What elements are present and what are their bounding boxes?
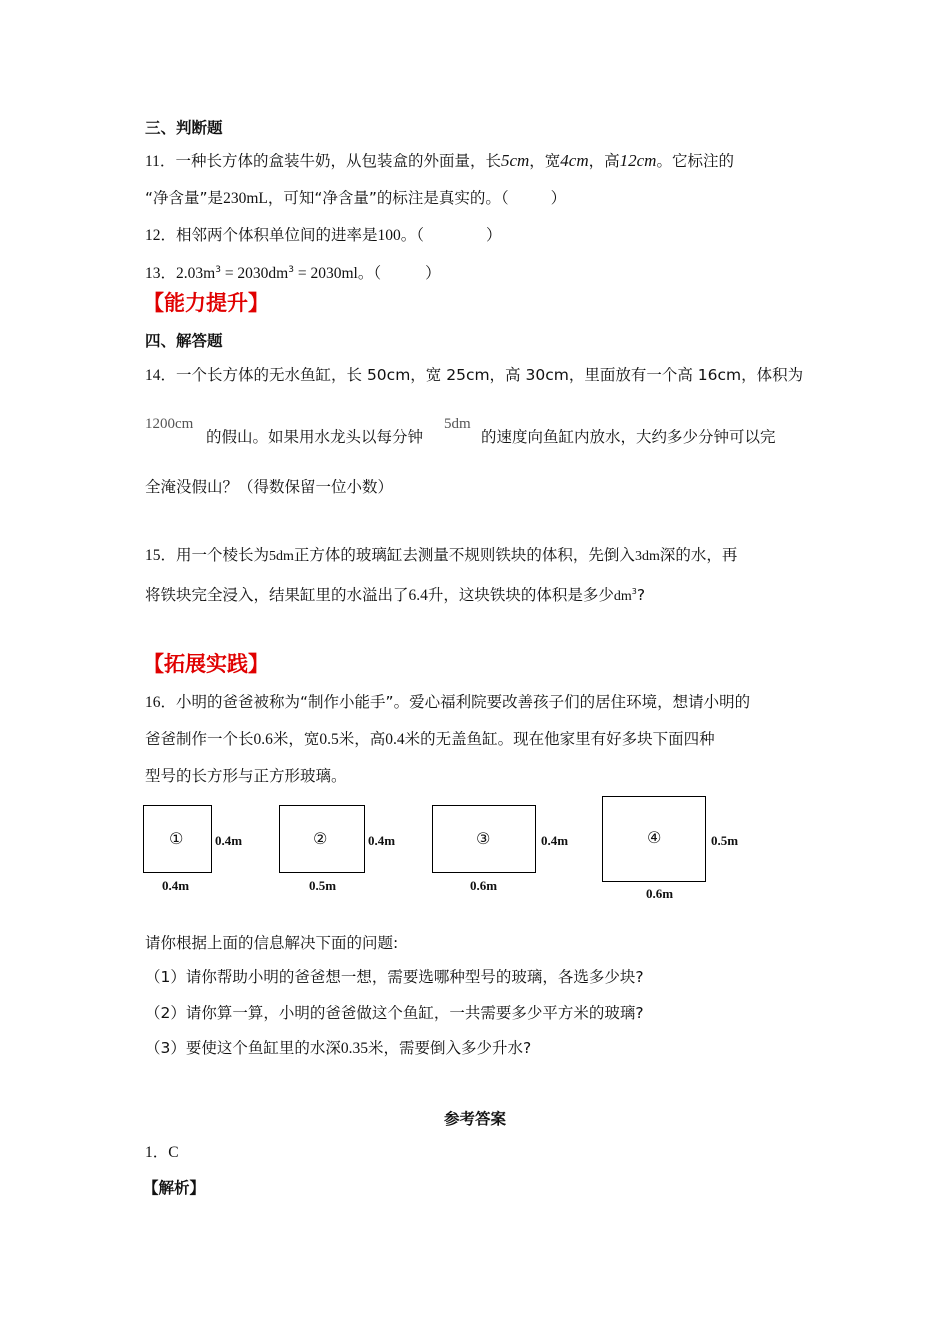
question-16-prompt: 请你根据上面的信息解决下面的问题: <box>145 934 399 952</box>
text: ? <box>636 586 646 605</box>
text: ，可知“净含量”的标注是真实的。（ <box>267 189 509 207</box>
question-15-line2: 将铁块完全浸入，结果缸里的水溢出了6.4升，这块铁块的体积是多少$dm^3$? <box>145 586 646 605</box>
text: 米的无盖鱼缸。现在他家里有好多块下面四种 <box>404 730 715 748</box>
question-11-line2 <box>145 188 566 209</box>
glass-1-bottom: 0.4m <box>162 878 190 893</box>
text: ，高 <box>588 152 620 170</box>
overflow-value: 6.4 <box>408 587 428 605</box>
expression: 2.03m <box>176 265 216 283</box>
text: ，宽 <box>529 152 561 170</box>
text: 深的水，再 <box>659 546 738 564</box>
heading-ability: 【能力提升】 <box>143 291 269 315</box>
question-11-line1 <box>145 151 734 172</box>
text: 一种长方体的盒装牛奶，从包装盒的外面量，长 <box>175 152 501 170</box>
question-14-line3: 全淹没假山？（得数保留一位小数） <box>145 478 394 496</box>
length-value: 0.6 <box>253 731 273 748</box>
text: 米，宽 <box>272 730 320 748</box>
question-15-line1 <box>145 545 737 567</box>
superscript: 3 <box>215 265 221 275</box>
glass-mark: ① <box>169 829 184 848</box>
glass-2-side: 0.4m <box>368 833 396 848</box>
text: 。（ <box>357 264 382 283</box>
question-16-line2 <box>145 729 715 750</box>
question-16-line3: 型号的长方形与正方形玻璃。 <box>145 767 347 785</box>
height-value: 12cm <box>619 151 657 170</box>
text: 小明的爸爸被称为“制作小能手”。爱心福利院要改善孩子们的居住环境，想请小明的 <box>176 693 751 711</box>
length-value: 5cm <box>500 151 530 170</box>
text: 正方体的玻璃缸去测量不规则铁块的体积，先倒入 <box>293 546 635 564</box>
rate-raised: 5dm <box>444 416 471 432</box>
question-16-sub3 <box>145 1038 531 1059</box>
text: 将铁块完全浸入，结果缸里的水溢出了 <box>145 586 409 605</box>
text: ） <box>425 264 441 283</box>
glass-2-bottom: 0.5m <box>309 878 337 893</box>
section-title-judgement: 三、判断题 <box>145 119 223 137</box>
question-13 <box>145 260 441 284</box>
expression: = 2030ml <box>293 265 358 283</box>
question-16-sub1: （1）请你帮助小明的爸爸想一想，需要选哪种型号的玻璃，各选多少块? <box>145 968 644 986</box>
text: 相邻两个体积单位间的进率是 <box>176 226 378 244</box>
width-value: 0.5 <box>319 731 339 748</box>
question-number: 15． <box>145 547 177 564</box>
glass-4-side: 0.5m <box>711 833 739 848</box>
text: 米，高 <box>338 730 386 748</box>
question-number: 14． <box>145 367 177 384</box>
glass-type-2 <box>279 805 365 873</box>
question-14-line2b: 的速度向鱼缸内放水，大约多少分钟可以完 <box>481 428 776 446</box>
text: 。（ <box>400 226 425 244</box>
volume-raised: 1200cm <box>145 416 194 432</box>
text: ） <box>550 189 567 207</box>
text: 升，这块铁块的体积是多少 <box>427 586 614 605</box>
question-16-sub2: （2）请你算一算，小明的爸爸做这个鱼缸，一共需要多少平方米的玻璃? <box>145 1004 644 1022</box>
glass-mark: ② <box>313 829 328 848</box>
glass-mark: ④ <box>647 828 662 847</box>
volume-value: 230mL <box>223 190 268 207</box>
width-value: 4cm <box>560 151 589 170</box>
text: 。它标注的 <box>656 152 734 170</box>
rate-value: 100 <box>377 227 401 244</box>
glass-1-side: 0.4m <box>215 833 243 848</box>
answer-1: 1．C <box>145 1144 179 1161</box>
question-number: 11． <box>145 153 176 170</box>
section-title-solve: 四、解答题 <box>145 332 223 350</box>
text: “净含量”是 <box>145 189 224 207</box>
depth-value: 0.35 <box>340 1040 368 1057</box>
glass-type-3 <box>432 805 536 873</box>
glass-type-1 <box>143 805 212 873</box>
text: 一个长方体的无水鱼缸，长 50cm，宽 25cm，高 30cm，里面放有一个高 16cm，体积为 <box>176 366 804 384</box>
question-14-line1 <box>145 365 803 386</box>
text: ） <box>486 226 502 244</box>
height-value: 0.4 <box>385 731 405 748</box>
question-number: 16． <box>145 694 177 711</box>
superscript: 3 <box>288 265 294 275</box>
depth-value: 3dm <box>634 549 660 564</box>
text: （3）要使这个鱼缸里的水深 <box>145 1039 341 1057</box>
expression: = 2030dm <box>220 265 289 283</box>
glass-4-bottom: 0.6m <box>646 886 674 901</box>
text: 爸爸制作一个长 <box>145 730 254 748</box>
glass-3-bottom: 0.6m <box>470 878 498 893</box>
question-16-line1 <box>145 692 750 713</box>
question-number: 12． <box>145 227 177 244</box>
unit: dm <box>613 589 632 605</box>
answers-title: 参考答案 <box>443 1110 506 1128</box>
question-14-line2a: 的假山。如果用水龙头以每分钟 <box>206 428 424 446</box>
glass-mark: ③ <box>476 829 491 848</box>
heading-expand: 【拓展实践】 <box>143 652 269 676</box>
analysis-label: 【解析】 <box>143 1179 206 1197</box>
glass-type-4 <box>602 796 706 882</box>
question-12 <box>145 225 502 246</box>
edge-value: 5dm <box>269 549 294 564</box>
text: 用一个棱长为 <box>176 546 270 564</box>
question-number: 13． <box>145 265 177 283</box>
text: 米，需要倒入多少升水? <box>368 1039 532 1057</box>
glass-3-side: 0.4m <box>541 833 569 848</box>
